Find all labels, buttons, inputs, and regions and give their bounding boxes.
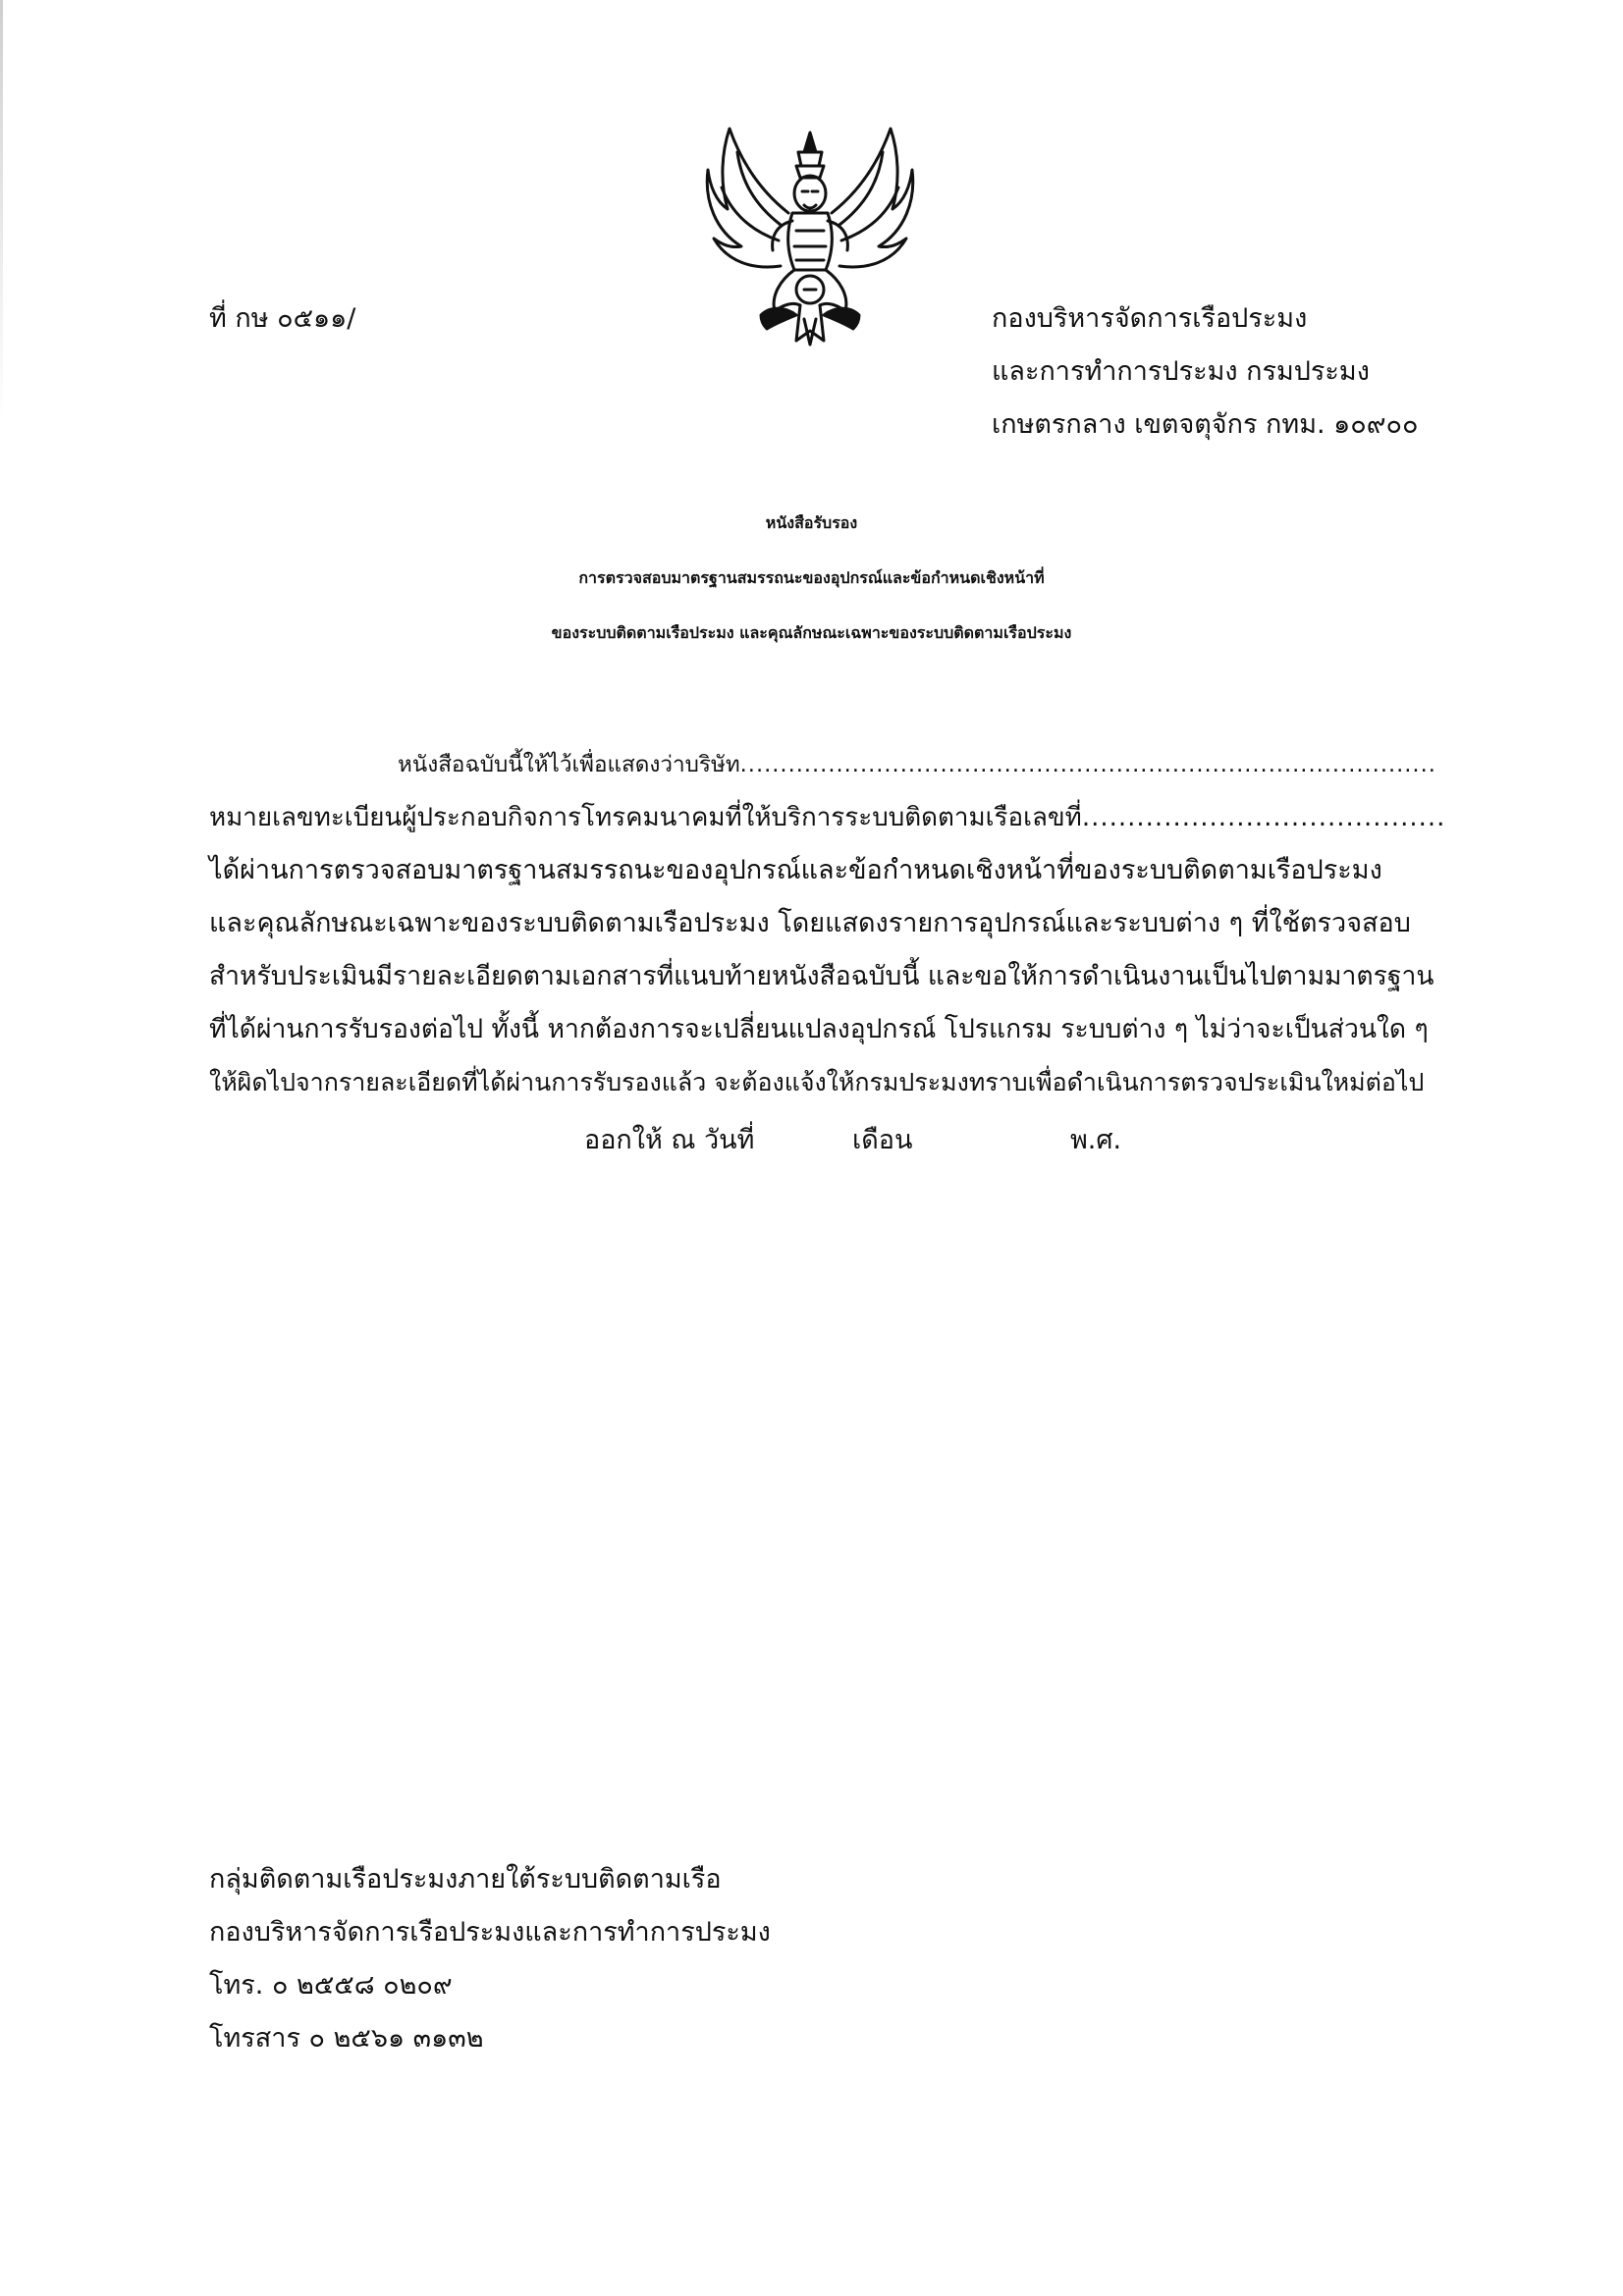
company-label: หนังสือฉบับนี้ให้ไว้เพื่อแสดงว่าบริษัท [398, 752, 740, 777]
issued-year-label: พ.ศ. [1070, 1125, 1122, 1155]
document-title: หนังสือรับรอง [765, 513, 858, 532]
document-subtitle-2: ของระบบติดตามเรือประมง และคุณลักษณะเฉพาะของระบบติดตามเรือประมง [551, 623, 1072, 642]
license-label: หมายเลขทะเบียนผู้ประกอบกิจการโทรคมนาคมที่ให้บริการระบบติดตามเรือเลขที่ [209, 803, 1082, 832]
footer-contact [209, 1853, 771, 2065]
body-line-4: และคุณลักษณะเฉพาะของระบบติดตามเรือประมง โดยแสดงรายการอุปกรณ์และระบบต่าง ๆ ที่ใช้ตรวจสอบ [209, 908, 1411, 938]
certificate-body [209, 738, 1446, 1109]
license-number-blank: ........................................ [1081, 803, 1446, 832]
sender-address [992, 293, 1419, 452]
scan-edge-shadow [0, 0, 3, 422]
sender-line-2: และการทำการประมง กรมประมง [992, 356, 1370, 387]
reference-number: ที่ กษ ๐๕๑๑/ [209, 303, 356, 334]
document-subtitle-1: การตรวจสอบมาตรฐานสมรรถนะของอุปกรณ์และข้อกำหนดเชิงหน้าที่ [578, 568, 1045, 587]
issued-month-label: เดือน [852, 1125, 913, 1155]
footer-division: กองบริหารจัดการเรือประมงและการทำการประมง [209, 1917, 771, 1948]
body-line-2 [209, 791, 1446, 844]
company-name-blank: ....................................................................................... [739, 752, 1436, 777]
body-line-5: สำหรับประเมินมีรายละเอียดตามเอกสารที่แนบท้ายหนังสือฉบับนี้ และขอให้การดำเนินงานเป็นไปตามมาตรฐาน [209, 961, 1434, 991]
body-line-1 [209, 738, 1446, 791]
body-line-7: ให้ผิดไปจากรายละเอียดที่ได้ผ่านการรับรองแล้ว จะต้องแจ้งให้กรมประมงทราบเพื่อดำเนินการตรวจประเมินใหม่ต่อไป [209, 1068, 1425, 1096]
footer-unit: กลุ่มติดตามเรือประมงภายใต้ระบบติดตามเรือ [209, 1864, 722, 1895]
body-line-6: ที่ได้ผ่านการรับรองต่อไป ทั้งนี้ หากต้องการจะเปลี่ยนแปลงอุปกรณ์ โปรแกรม ระบบต่าง ๆ ไม่ว่าจะเป็นส่วนใด ๆ [209, 1014, 1429, 1044]
body-line-3: ได้ผ่านการตรวจสอบมาตรฐานสมรรถนะของอุปกรณ์และข้อกำหนดเชิงหน้าที่ของระบบติดตามเรือประมง [209, 855, 1382, 885]
sender-line-3: เกษตรกลาง เขตจตุจักร กทม. ๑๐๙๐๐ [992, 409, 1419, 440]
footer-fax: โทรสาร ๐ ๒๕๖๑ ๓๑๓๒ [209, 2023, 484, 2054]
issued-date-prefix: ออกให้ ณ วันที่ [584, 1125, 755, 1155]
garuda-emblem [702, 123, 918, 353]
sender-line-1: กองบริหารจัดการเรือประมง [992, 303, 1308, 334]
footer-phone: โทร. ๐ ๒๕๕๘ ๐๒๐๙ [209, 1970, 453, 2001]
